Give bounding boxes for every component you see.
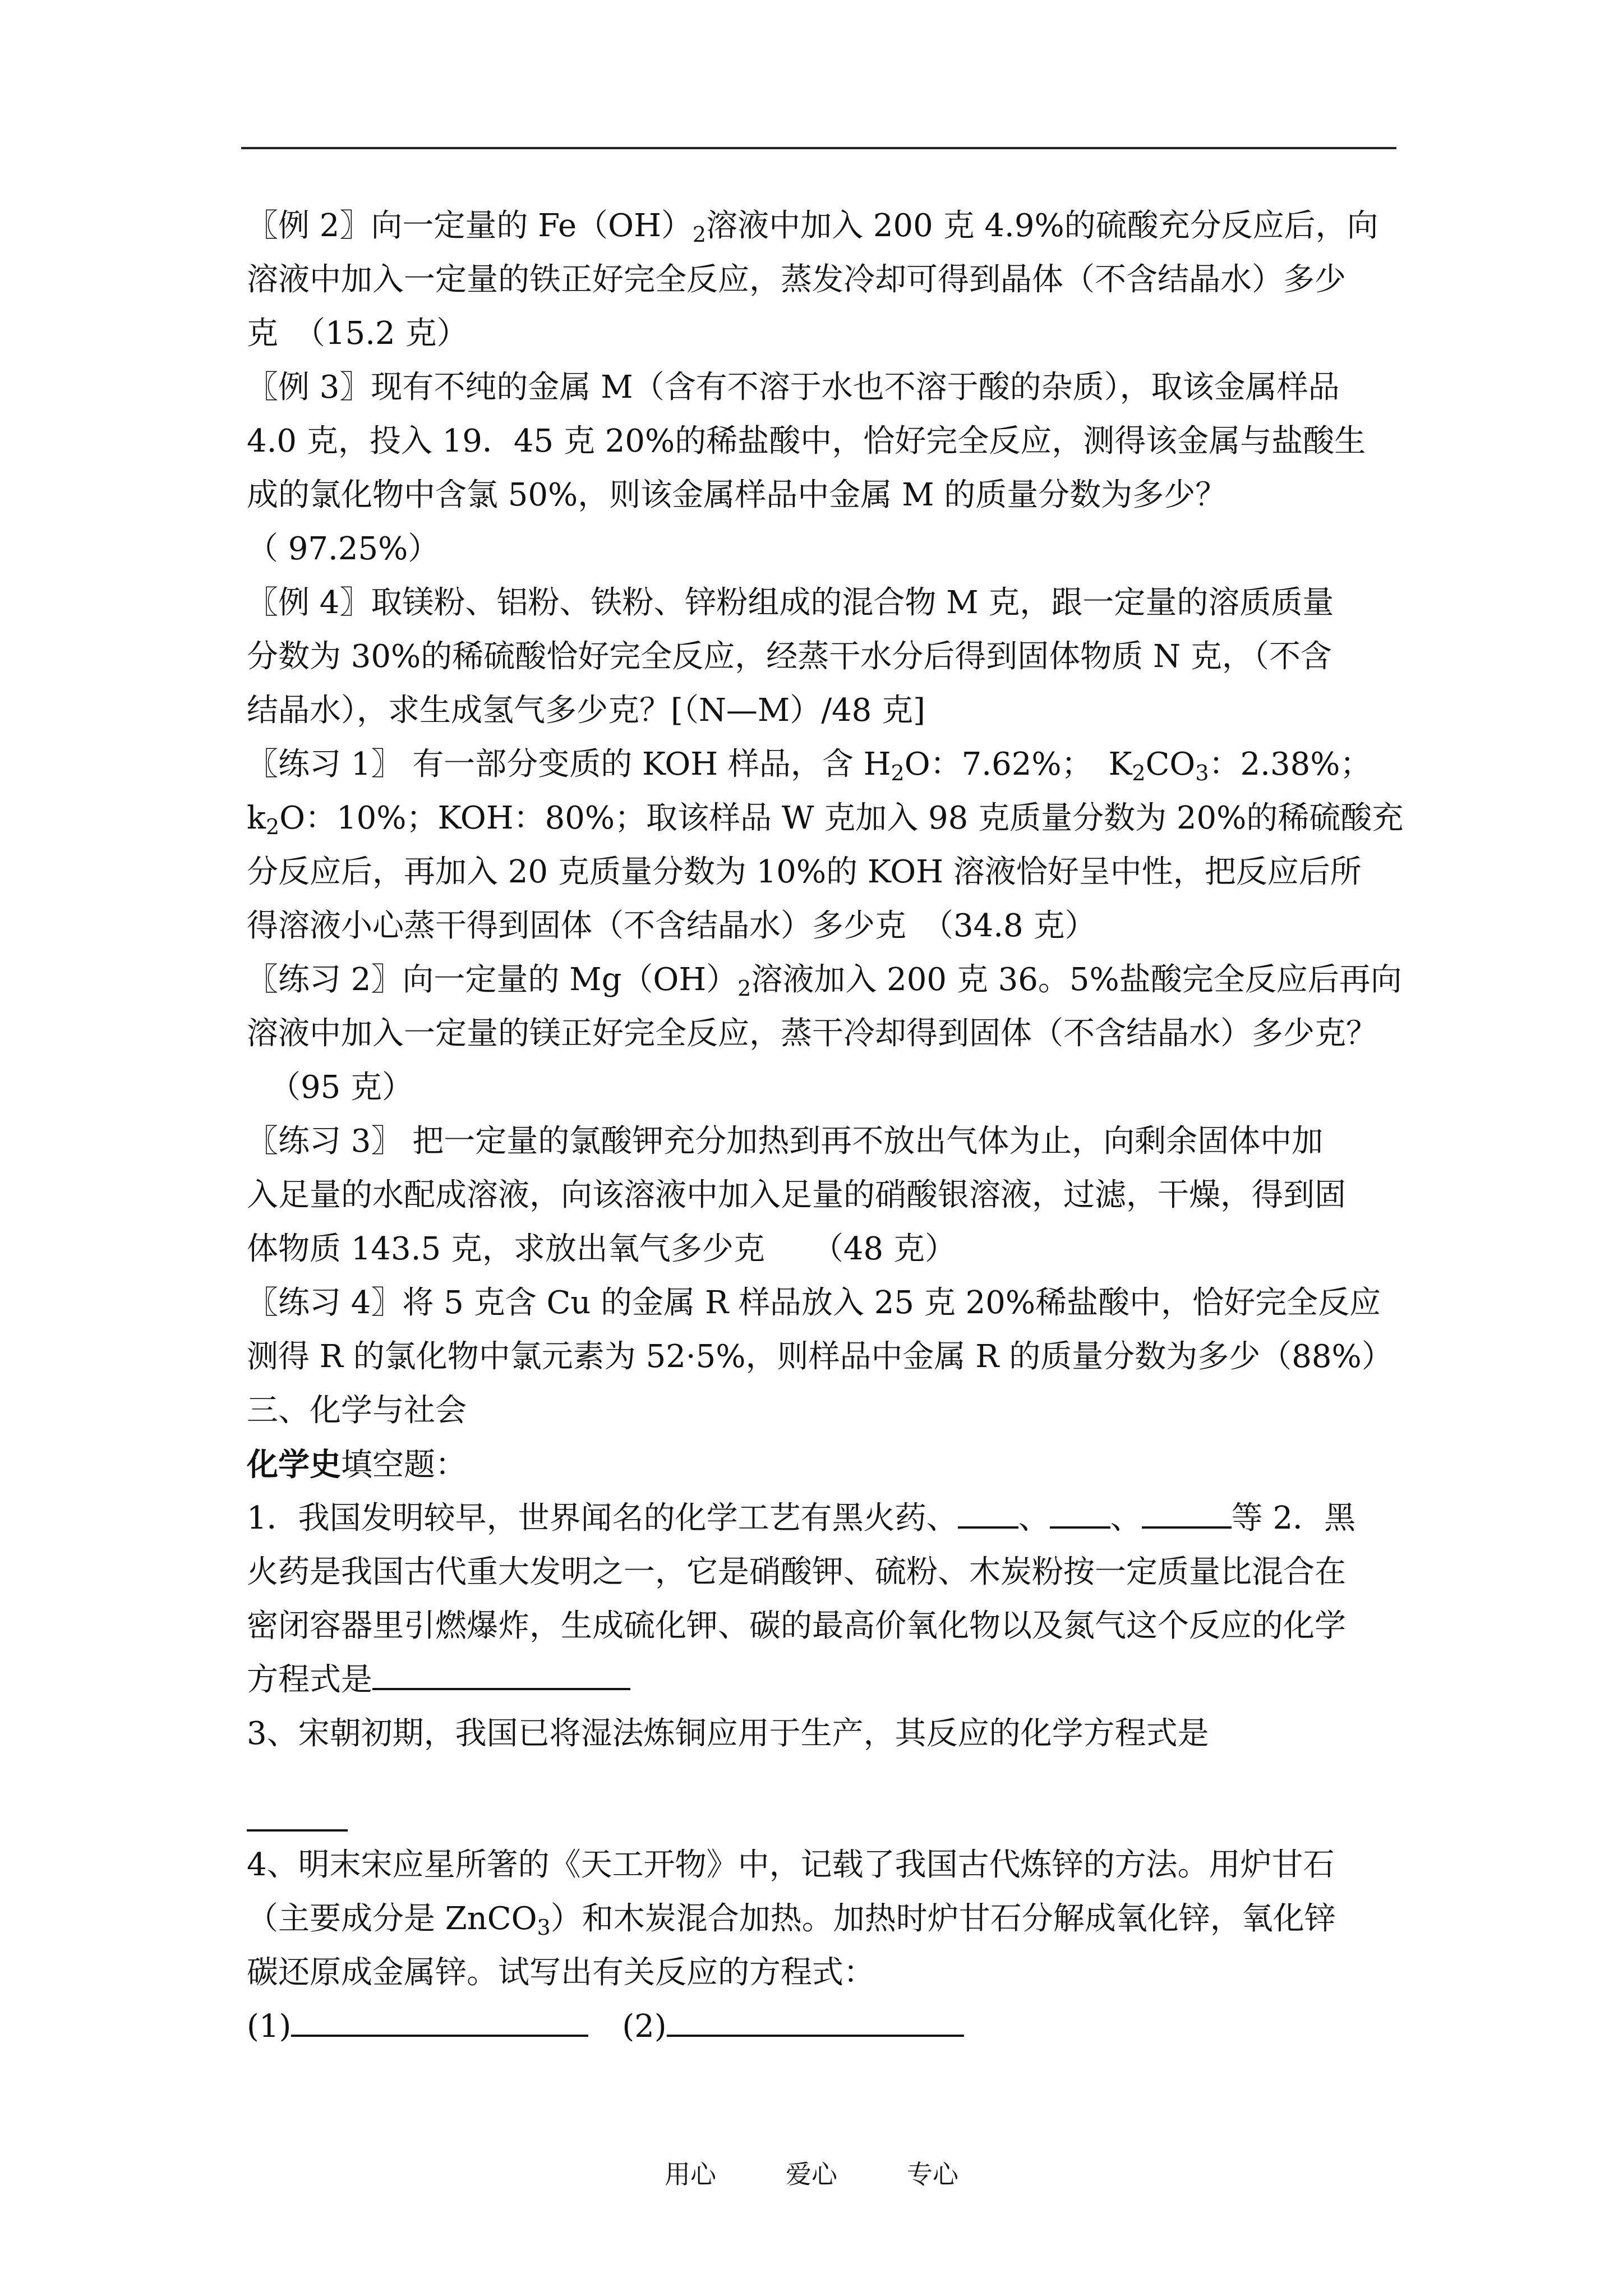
text-line: （主要成分是 ZnCO$_3$）和木炭混合加热。加热时炉甘石分解成氧化锌，氧化锌 — [247, 1901, 1336, 1940]
document-body — [247, 199, 1404, 2054]
text-line: 4、明末宋应星所箸的《天工开物》中，记载了我国古代炼锌的方法。用炉甘石 — [247, 1847, 1335, 1883]
text-line: 入足量的水配成溶液，向该溶液中加入足量的硝酸银溶液，过滤，干燥，得到固 — [247, 1177, 1346, 1213]
text-line: 溶液中加入一定量的铁正好完全反应，蒸发冷却可得到晶体（不含结晶水）多少 — [247, 261, 1346, 298]
text-line: 密闭容器里引燃爆炸，生成硫化钾、碳的最高价氧化物以及氮气这个反应的化学 — [247, 1608, 1346, 1644]
text-line: 分数为 30%的稀硫酸恰好完全反应，经蒸干水分后得到固体物质 N 克，（不含 — [247, 638, 1332, 675]
text-line: 碳还原成金属锌。试写出有关反应的方程式： — [247, 1954, 875, 1991]
answer-blank[interactable] — [1142, 1498, 1232, 1529]
text-line: $k_2O$：10%；KOH：80%；取该样品 W 克加入 98 克质量分数为 20%的稀硫酸充 — [247, 800, 1404, 839]
answer-blank[interactable] — [372, 1660, 630, 1690]
answer-blank[interactable] — [291, 2007, 588, 2037]
text-line: 分反应后，再加入 20 克质量分数为 10%的 KOH 溶液恰好呈中性，把反应后所 — [247, 854, 1362, 890]
text-line: 测得 R 的氯化物中氯元素为 52·5%，则样品中金属 R 的质量分数为多少（88%） — [247, 1338, 1393, 1375]
text-line: （ 97.25%） — [247, 531, 440, 567]
text-line: 〖练习 2〗向一定量的 $Mg(OH)_2$溶液加入 200 克 36。5%盐酸完全反应后再向 — [247, 961, 1402, 1001]
text-line: 〖例 4〗取镁粉、铝粉、铁粉、锌粉组成的混合物 M 克，跟一定量的溶质质量 — [247, 585, 1334, 621]
text-line: 溶液中加入一定量的镁正好完全反应，蒸干冷却得到固体（不含结晶水）多少克？ — [247, 1015, 1377, 1052]
text-line: 结晶水），求生成氢气多少克？[（N—M）/48 克] — [247, 692, 925, 729]
text-line: 〖练习 1〗 有一部分变质的 KOH 样品，含 $H_2O$：7.62%； $K_2CO_3$：2.38%； — [247, 746, 1372, 785]
text-line: (1) (2) — [247, 2000, 1396, 2054]
answer-blank[interactable] — [958, 1498, 1018, 1529]
text-line — [247, 1805, 1396, 1838]
text-line: 成的氯化物中含氯 50%，则该金属样品中金属 M 的质量分数为多少？ — [247, 477, 1227, 513]
answer-blank[interactable] — [667, 2007, 964, 2037]
answer-blank[interactable] — [247, 1818, 348, 1832]
header-rule — [241, 147, 1396, 149]
section-heading: 三、化学与社会 — [247, 1392, 467, 1429]
text-line: 得溶液小心蒸干得到固体（不含结晶水）多少克 （34.8 克） — [247, 908, 1096, 944]
text-line: 方程式是 — [247, 1653, 1396, 1707]
text-line: （95 克） — [269, 1069, 414, 1106]
text-line: 4.0 克，投入 19．45 克 20%的稀盐酸中，恰好完全反应，测得该金属与盐酸生 — [247, 423, 1366, 459]
text-line: 化学史填空题： — [247, 1446, 467, 1483]
spacer — [247, 1761, 1396, 1805]
footer-text: 专心 — [907, 2159, 958, 2189]
text-line: 〖练习 4〗将 5 克含 Cu 的金属 R 样品放入 25 克 20%稀盐酸中，恰好完全反应 — [247, 1285, 1381, 1321]
text-line: 〖例 2〗向一定量的 $Fe(OH)_2$溶液中加入 200 克 4.9%的硫酸充分反应后，向 — [247, 208, 1378, 247]
text-line: 〖例 3〗现有不纯的金属 M（含有不溶于水也不溶于酸的杂质），取该金属样品 — [247, 369, 1340, 406]
text-line: 1．我国发明较早，世界闻名的化学工艺有黑火药、 、 、 等 2．黑 — [247, 1492, 1396, 1545]
page-footer — [0, 2154, 1623, 2191]
text-line: 克 （15.2 克） — [247, 315, 468, 352]
footer-text: 用心 — [665, 2159, 716, 2189]
footer-text: 爱心 — [786, 2159, 837, 2189]
answer-blank[interactable] — [1050, 1498, 1110, 1529]
text-line: 火药是我国古代重大发明之一，它是硝酸钾、硫粉、木炭粉按一定质量比混合在 — [247, 1554, 1346, 1590]
text-line: 〖练习 3〗 把一定量的氯酸钾充分加热到再不放出气体为止，向剩余固体中加 — [247, 1123, 1324, 1159]
text-line: 3、宋朝初期，我国已将湿法炼铜应用于生产，其反应的化学方程式是 — [247, 1715, 1209, 1752]
text-line: 体物质 143.5 克，求放出氧气多少克 （48 克） — [247, 1231, 956, 1267]
